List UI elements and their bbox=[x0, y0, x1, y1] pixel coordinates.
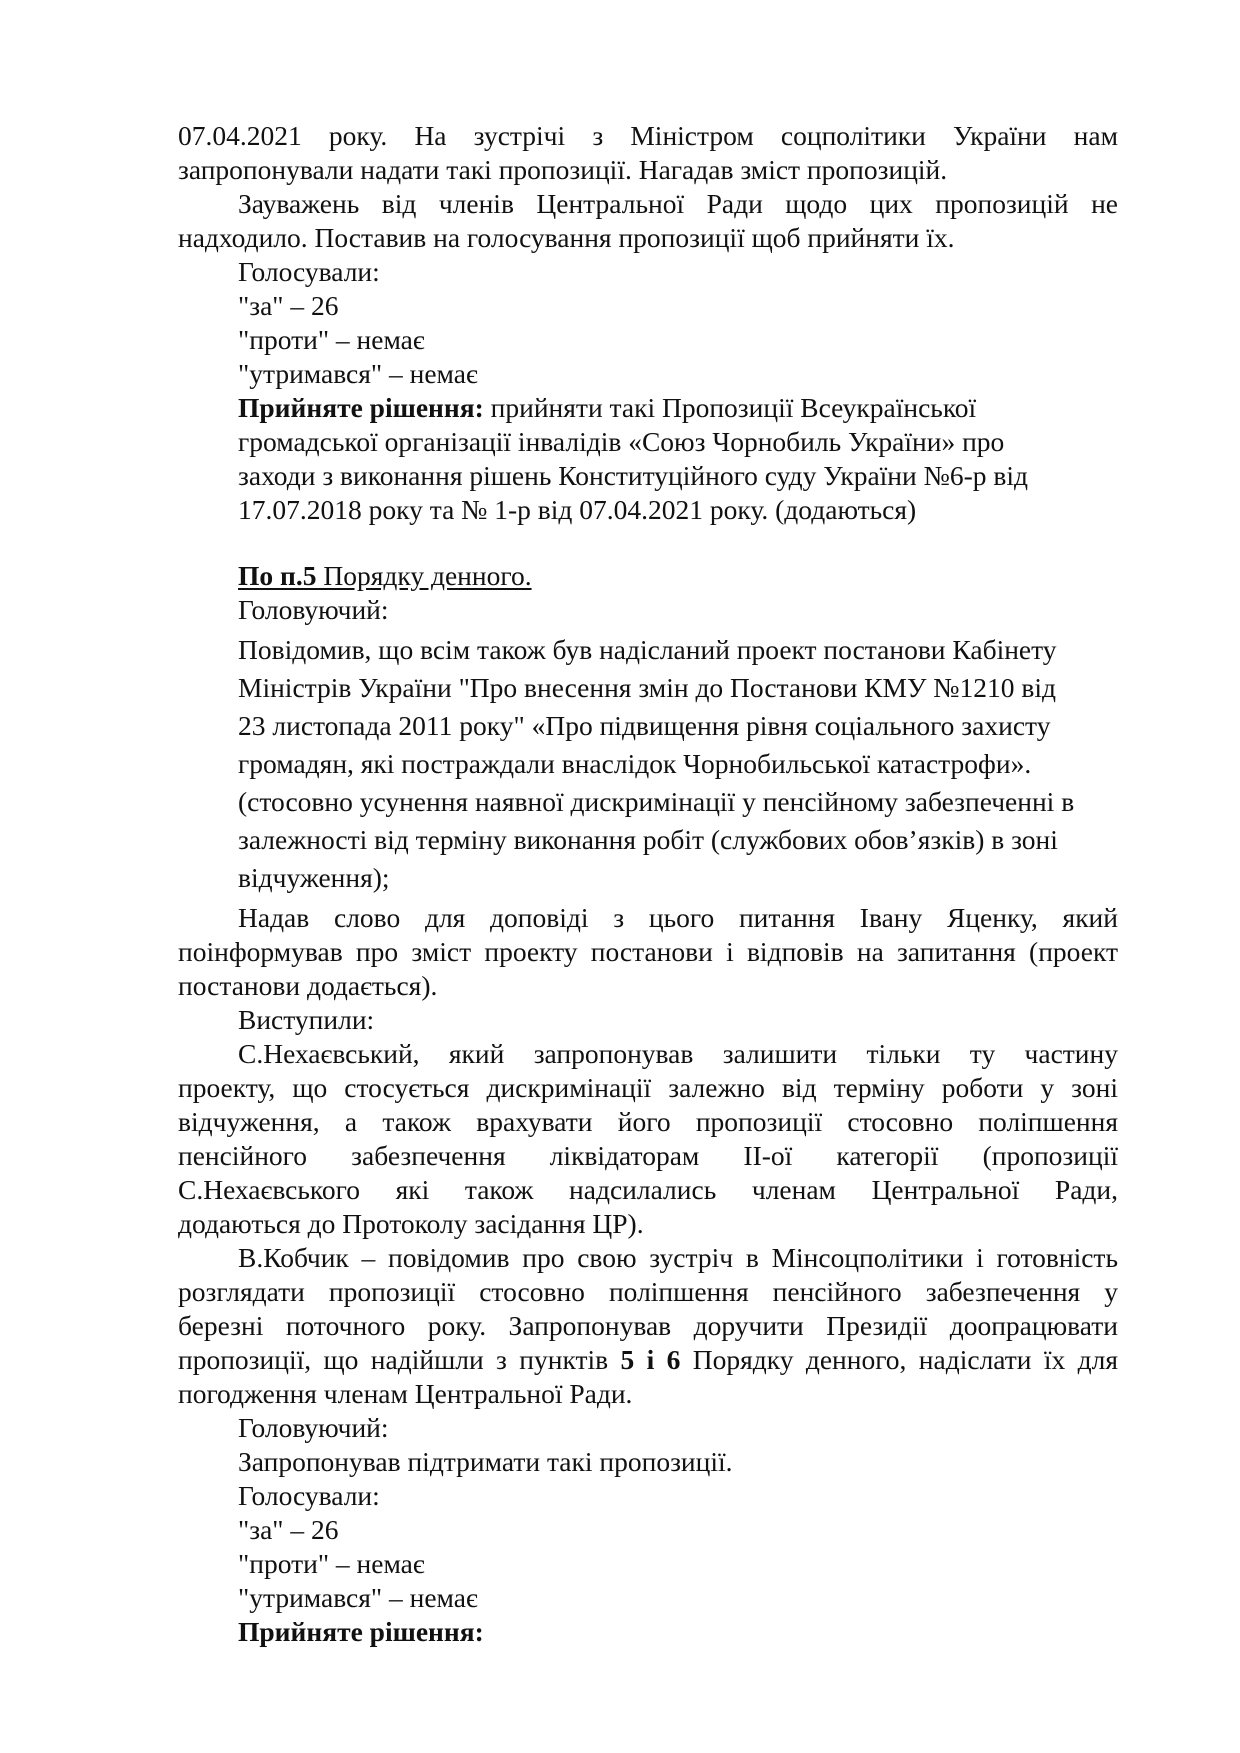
item-5-chair-label: Головуючий: bbox=[238, 594, 389, 625]
decision-1-line-4: 17.07.2018 року та № 1-р від 07.04.2021 року. (додаються) bbox=[238, 494, 917, 525]
item-5-body-line-6: залежності від терміну виконання робіт (службових обов’язків) в зоні bbox=[238, 824, 1058, 855]
nekhaev-line-6: додаються до Протоколу засідання ЦР). bbox=[178, 1208, 644, 1239]
closing-proposal: Запропонував підтримати такі пропозиції. bbox=[238, 1446, 733, 1477]
decision-1-line-1 bbox=[238, 392, 976, 424]
vote-1-against: "проти" – немає bbox=[238, 324, 425, 355]
decision-2-label-text: Прийняте рішення: bbox=[238, 1616, 484, 1647]
item-5-body-line-2: Міністрів України "Про внесення змін до Постанови КМУ №1210 від bbox=[238, 672, 1057, 703]
kobchyk-line-2: розглядати пропозиції стосовно поліпшення пенсійного забезпечення у bbox=[178, 1276, 1118, 1307]
item-5-heading-bold: По п.5 bbox=[238, 560, 317, 591]
report-line-3: постанови додається). bbox=[178, 970, 438, 1001]
paragraph-2-line-2: надходило. Поставив на голосування пропозиції щоб прийняти їх. bbox=[178, 222, 955, 253]
item-5-body-line-7: відчуження); bbox=[238, 862, 390, 893]
paragraph-1-line-1: 07.04.2021 року. На зустрічі з Міністром соцполітики України нам bbox=[178, 120, 1118, 151]
kobchyk-items-bold: 5 і 6 bbox=[620, 1344, 681, 1375]
kobchyk-line-4-a: пропозиції, що надійшли з пунктів bbox=[178, 1344, 621, 1375]
report-line-1: Надав слово для доповіді з цього питання Івану Яценку, який bbox=[238, 902, 1118, 933]
vote-1-abstained: "утримався" – немає bbox=[238, 358, 478, 389]
item-5-body-line-5: (стосовно усунення наявної дискримінації у пенсійному забезпеченні в bbox=[238, 786, 1075, 817]
nekhaev-line-5: С.Нехаєвського які також надсилались членам Центральної Ради, bbox=[178, 1174, 1118, 1205]
item-5-heading-rest: Порядку денного. bbox=[316, 560, 532, 591]
decision-1-line-2: громадської організації інвалідів «Союз Чорнобиль України» про bbox=[238, 426, 1005, 457]
kobchyk-line-1: В.Кобчик – повідомив про свою зустріч в Мінсоцполітики і готовність bbox=[238, 1242, 1118, 1273]
nekhaev-line-2: проекту, що стосується дискримінації залежно від терміну роботи у зоні bbox=[178, 1072, 1118, 1103]
vote-1-label: Голосували: bbox=[238, 256, 380, 287]
paragraph-1-line-2: запропонували надати такі пропозиції. Нагадав зміст пропозицій. bbox=[178, 154, 948, 185]
speakers-label: Виступили: bbox=[238, 1004, 375, 1035]
decision-1-label: Прийняте рішення: bbox=[238, 392, 484, 423]
decision-1-text: прийняти такі Пропозиції Всеукраїнської bbox=[483, 392, 977, 423]
decision-1-line-3: заходи з виконання рішень Конституційного суду України №6-р від bbox=[238, 460, 1028, 491]
item-5-body-line-3: 23 листопада 2011 року" «Про підвищення рівня соціального захисту bbox=[238, 710, 1051, 741]
item-5-heading bbox=[238, 560, 532, 592]
kobchyk-line-3: березні поточного року. Запропонував доручити Президії доопрацювати bbox=[178, 1310, 1118, 1341]
vote-2-label: Голосували: bbox=[238, 1480, 380, 1511]
paragraph-2-line-1: Зауважень від членів Центральної Ради щодо цих пропозицій не bbox=[238, 188, 1118, 219]
vote-2-against: "проти" – немає bbox=[238, 1548, 425, 1579]
nekhaev-line-1: С.Нехаєвський, який запропонував залишити тільки ту частину bbox=[238, 1038, 1118, 1069]
vote-2-for: "за" – 26 bbox=[238, 1514, 339, 1545]
vote-2-abstained: "утримався" – немає bbox=[238, 1582, 478, 1613]
nekhaev-line-3: відчуження, а також врахувати його пропозиції стосовно поліпшення bbox=[178, 1106, 1118, 1137]
kobchyk-line-4 bbox=[178, 1344, 1118, 1376]
nekhaev-line-4: пенсійного забезпечення ліквідаторам ІІ-ої категорії (пропозиції bbox=[178, 1140, 1118, 1171]
report-line-2: поінформував про зміст проекту постанови і відповів на запитання (проект bbox=[178, 936, 1118, 967]
closing-chair-label: Головуючий: bbox=[238, 1412, 389, 1443]
decision-2-label bbox=[238, 1616, 484, 1648]
kobchyk-line-5: погодження членам Центральної Ради. bbox=[178, 1378, 633, 1409]
vote-1-for: "за" – 26 bbox=[238, 290, 339, 321]
kobchyk-line-4-b: Порядку денного, надіслати їх для bbox=[680, 1344, 1119, 1375]
item-5-body-line-4: громадян, які постраждали внаслідок Чорнобильської катастрофи». bbox=[238, 748, 1032, 779]
item-5-body-line-1: Повідомив, що всім також був надісланий проект постанови Кабінету bbox=[238, 634, 1057, 665]
